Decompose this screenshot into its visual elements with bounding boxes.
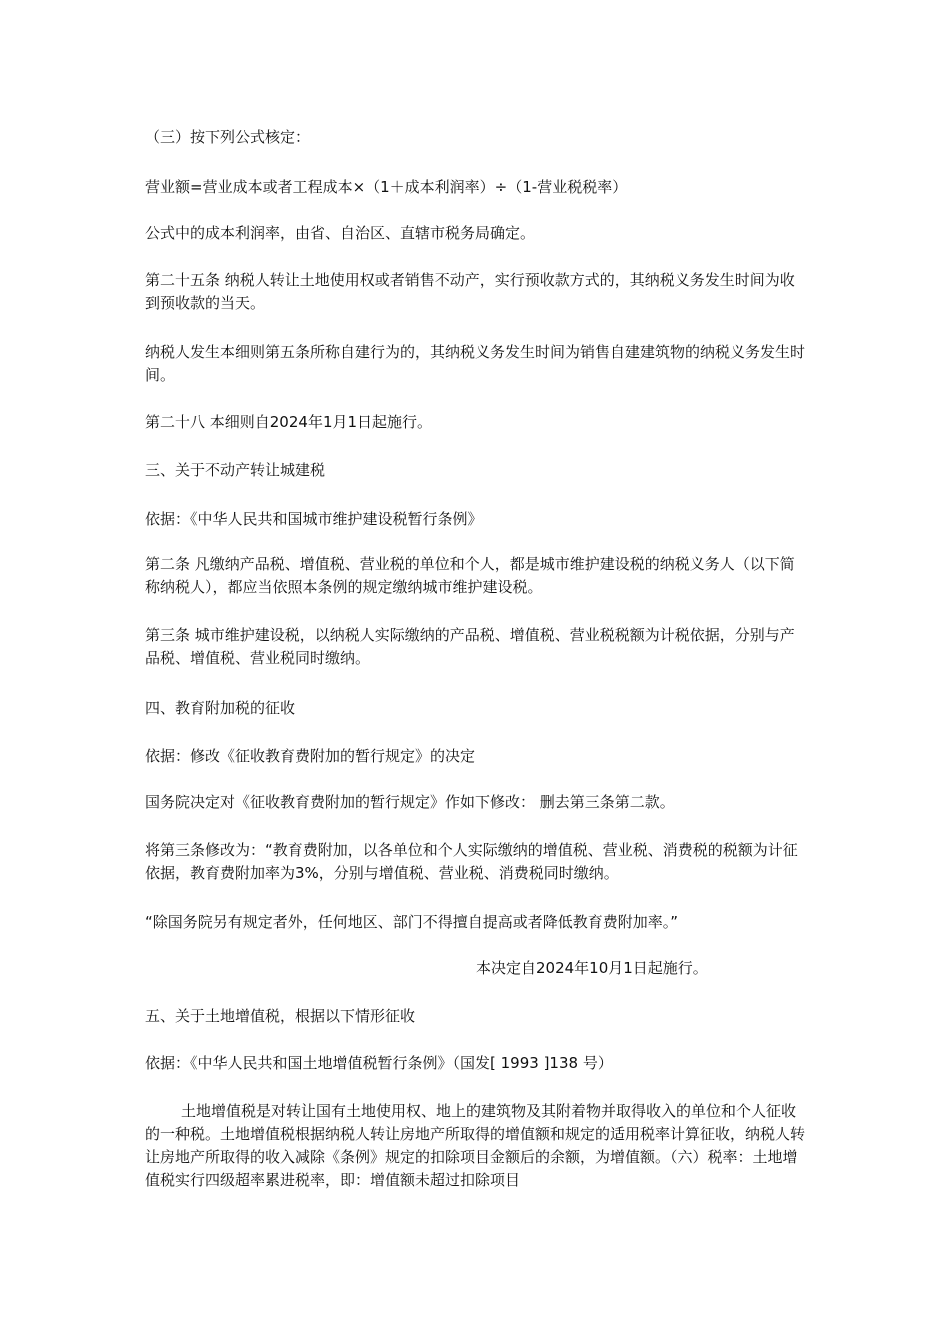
paragraph-basis-land-tax: 依据：《中华人民共和国土地增值税暂行条例》（国发[ 1993 ]138 号）: [145, 1054, 613, 1072]
paragraph-effective-date: 本决定自2024年10月1日起施行。: [476, 959, 708, 977]
paragraph-formula-intro: （三）按下列公式核定：: [145, 128, 311, 146]
paragraph-state-council-decision: 国务院决定对《征收教育费附加的暂行规定》作如下修改： 删去第三条第二款。: [145, 793, 675, 811]
paragraph-quote: “除国务院另有规定者外，任何地区、部门不得擅自提高或者降低教育费附加率。”: [145, 913, 679, 931]
paragraph-profit-rate: 公式中的成本利润率，由省、自治区、直辖市税务局确定。: [145, 224, 536, 242]
paragraph-article-25: 第二十五条 纳税人转让土地使用权或者销售不动产，实行预收款方式的，其纳税义务发生时间为收到预收款的当天。: [145, 271, 795, 312]
paragraph-self-built: 纳税人发生本细则第五条所称自建行为的，其纳税义务发生时间为销售自建建筑物的纳税义务发生时间。: [145, 343, 806, 384]
section-heading-4: 四、教育附加税的征收: [145, 699, 296, 717]
paragraph-formula: 营业额=营业成本或者工程成本×（1＋成本利润率）÷（1-营业税税率）: [145, 178, 628, 196]
paragraph-amend-article-3: 将第三条修改为：“教育费附加，以各单位和个人实际缴纳的增值税、营业税、消费税的税额为计征依据，教育费附加率为3%，分别与增值税、营业税、消费税同时缴纳。: [145, 841, 798, 882]
paragraph-article-28: 第二十八 本细则自2024年1月1日起施行。: [145, 413, 433, 431]
paragraph-article-3: 第三条 城市维护建设税，以纳税人实际缴纳的产品税、增值税、营业税税额为计税依据，分别与产品税、增值税、营业税同时缴纳。: [145, 626, 795, 667]
paragraph-article-2: 第二条 凡缴纳产品税、增值税、营业税的单位和个人，都是城市维护建设税的纳税义务人（以下简称纳税人），都应当依照本条例的规定缴纳城市维护建设税。: [145, 555, 795, 596]
paragraph-basis-education: 依据：修改《征收教育费附加的暂行规定》的决定: [145, 747, 476, 765]
paragraph-land-value-tax: 土地增值税是对转让国有土地使用权、地上的建筑物及其附着物并取得收入的单位和个人征收的一种税。土地增值税根据纳税人转让房地产所取得的增值额和规定的适用税率计算征收，纳税人转让房地产所取得的收入减除《条例》规定的扣除项目金额后的余额，为增值额。（六）税率：土地增值税实行四级超率累进税率，即：增值额未超过扣除项目: [145, 1102, 806, 1189]
section-heading-5: 五、关于土地增值税，根据以下情形征收: [145, 1007, 416, 1025]
section-heading-3: 三、关于不动产转让城建税: [145, 461, 326, 479]
paragraph-basis-urban-tax: 依据：《中华人民共和国城市维护建设税暂行条例》: [145, 510, 483, 528]
